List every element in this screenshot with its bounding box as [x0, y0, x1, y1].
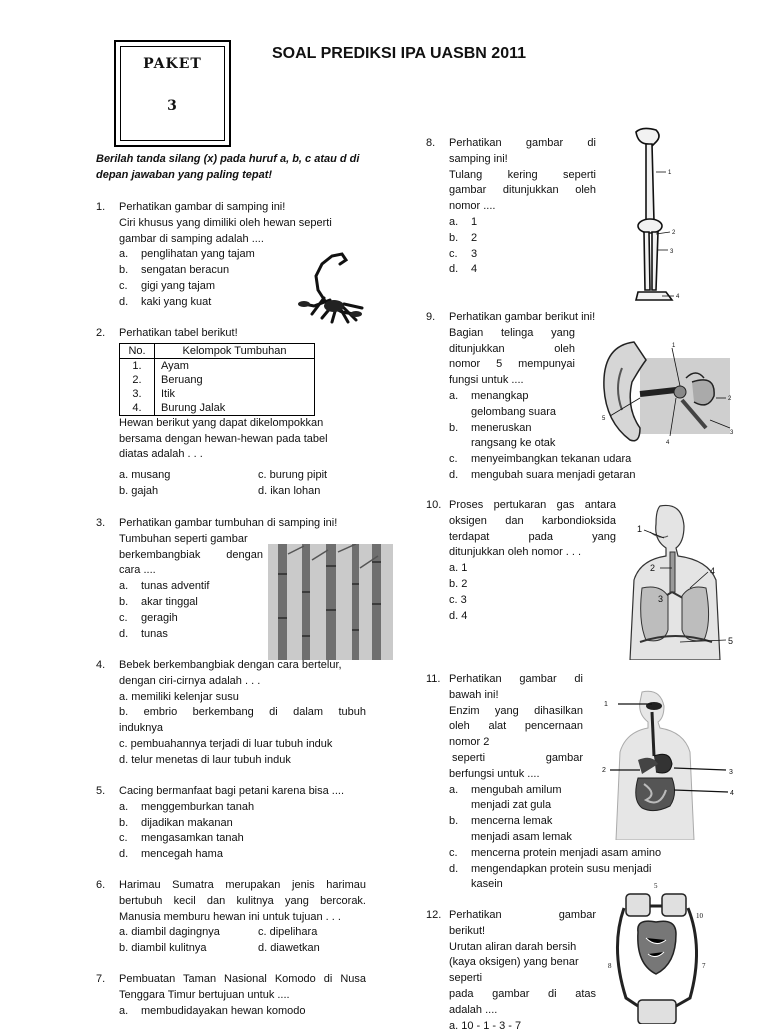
- leg-bone-image: [622, 126, 688, 304]
- table-cell: Itik: [155, 387, 315, 401]
- option-a[interactable]: a. penglihatan yang tajam: [119, 248, 255, 261]
- option-d[interactable]: d. mencegah hama: [119, 848, 223, 861]
- question-text: Perhatikan gambar tumbuhan di samping ini!: [119, 517, 338, 529]
- option-a[interactable]: a. mengubah amilum: [449, 783, 562, 796]
- option-d[interactable]: d. kaki yang kuat: [119, 295, 212, 308]
- option-a-cont: gelombang suara: [471, 405, 557, 418]
- question-10: [426, 498, 616, 624]
- question-7: [96, 972, 366, 1019]
- question-text: berkembangbiak dengan: [119, 548, 263, 561]
- question-number: 6.: [96, 879, 106, 891]
- option-b[interactable]: b. embrio berkembang di dalam tubuh: [119, 706, 366, 719]
- question-text: oksigen dan karbondioksida: [449, 514, 616, 527]
- fig-label: 5: [602, 416, 606, 422]
- fig-label: 2: [728, 396, 732, 402]
- option-c[interactable]: c. pembuahannya terjadi di luar tubuh induk: [119, 737, 333, 750]
- table-cell: Ayam: [155, 358, 315, 373]
- page-title: SOAL PREDIKSI IPA UASBN 2011: [272, 45, 526, 62]
- question-text: Ciri khusus yang dimiliki oleh hewan seperti: [119, 216, 332, 229]
- question-text: Perhatikan tabel berikut!: [119, 327, 238, 339]
- option-a[interactable]: a. 1: [449, 215, 478, 228]
- question-number: 2.: [96, 327, 106, 339]
- option-b-cont: induknya: [119, 722, 164, 735]
- option-a[interactable]: a. diambil dagingnya: [119, 926, 220, 938]
- question-text: Proses pertukaran gas antara: [449, 499, 616, 511]
- option-b-cont: rangsang ke otak: [471, 437, 556, 450]
- question-text: adalah ....: [449, 1003, 498, 1016]
- fig-label: 1: [672, 343, 676, 349]
- fig-label: 10: [696, 912, 703, 920]
- question-text: Bagian telinga yang: [449, 326, 575, 339]
- option-c[interactable]: c. burung pipit: [258, 469, 328, 481]
- paket-inner: [120, 46, 225, 141]
- option-a[interactable]: a. 1: [449, 562, 468, 575]
- fig-label: 4: [730, 790, 734, 797]
- question-text: (kaya oksigen) yang benar: [449, 956, 579, 969]
- fig-label: 3: [729, 769, 733, 776]
- question-text: bertubuh kecil dan kulitnya yang bercorak.: [119, 894, 366, 907]
- option-c[interactable]: c. 3: [449, 593, 467, 606]
- option-c[interactable]: c. mencerna protein menjadi asam amino: [449, 846, 662, 859]
- table-cell: 2.: [120, 373, 155, 387]
- question-number: 12.: [426, 909, 442, 921]
- question-text: gambar ditunjukkan oleh: [449, 184, 596, 197]
- question-text: samping ini!: [449, 152, 508, 165]
- table-cell: 4.: [120, 401, 155, 416]
- instruction: Berilah tanda silang (x) pada huruf a, b, c atau d di depan jawaban yang paling tepat!: [96, 153, 360, 181]
- paket-number: 3: [167, 98, 178, 114]
- option-c[interactable]: c. 3: [449, 247, 478, 260]
- fig-label: 2: [650, 563, 656, 573]
- question-5: [96, 784, 366, 863]
- option-d-cont: kasein: [471, 878, 503, 891]
- question-number: 7.: [96, 973, 106, 985]
- option-b[interactable]: b. diambil kulitnya: [119, 942, 207, 954]
- question-text: diatas adalah . . .: [119, 448, 203, 461]
- question-number: 11.: [426, 673, 441, 685]
- question-2: [96, 326, 366, 497]
- fig-label: 5: [654, 882, 658, 890]
- option-d[interactable]: d. 4: [449, 263, 478, 276]
- option-d[interactable]: d. 4: [449, 609, 468, 622]
- fig-label: 8: [608, 962, 612, 970]
- option-d[interactable]: d. mengendapkan protein susu menjadi: [449, 862, 652, 875]
- question-number: 8.: [426, 137, 436, 149]
- question-text: Pembuatan Taman Nasional Komodo di Nusa: [119, 973, 366, 985]
- question-text: Hewan berikut yang dapat dikelompokkan: [119, 416, 324, 429]
- question-text: oleh alat pencernaan: [449, 720, 583, 733]
- animal-table: [119, 343, 315, 416]
- question-text: nomor 5 mempunyai: [449, 358, 575, 371]
- bamboo-image: [268, 544, 393, 660]
- scorpion-image: [282, 234, 372, 324]
- question-number: 3.: [96, 517, 106, 529]
- question-text: terdapat pada yang: [449, 530, 616, 543]
- question-text: Bebek berkembangbiak dengan cara bertelur,: [119, 659, 342, 671]
- option-c[interactable]: c. gigi yang tajam: [119, 279, 215, 292]
- fig-label: 1: [668, 170, 672, 176]
- option-d[interactable]: d. mengubah suara menjadi getaran: [449, 468, 636, 481]
- question-4: [96, 658, 366, 769]
- question-text: nomor 2: [449, 736, 490, 749]
- question-text: Tumbuhan seperti gambar: [119, 532, 248, 545]
- option-d[interactable]: d. tunas: [119, 627, 168, 640]
- circulation-image: [606, 878, 716, 1024]
- fig-label: 3: [658, 594, 664, 604]
- fig-label: 2: [602, 767, 606, 774]
- ear-image: [596, 338, 736, 446]
- fig-label: 4: [666, 440, 670, 446]
- question-text: fungsi untuk ....: [449, 374, 524, 387]
- question-number: 9.: [426, 311, 436, 323]
- option-b-cont: menjadi asam lemak: [471, 830, 572, 843]
- fig-label: 4: [676, 294, 680, 300]
- fig-label: 4: [710, 566, 716, 576]
- option-b[interactable]: b. sengatan beracun: [119, 264, 230, 277]
- respiratory-image: [620, 502, 740, 660]
- question-text: Tulang kering seperti: [449, 168, 596, 181]
- option-a[interactable]: a. membudidayakan hewan komodo: [119, 1004, 306, 1017]
- question-text: ditunjukkan oleh: [449, 342, 575, 355]
- question-text: ditunjukkan oleh nomor . . .: [449, 546, 582, 559]
- question-text: Cacing bermanfaat bagi petani karena bisa ....: [119, 785, 345, 797]
- question-text: Harimau Sumatra merupakan jenis harimau: [119, 879, 366, 891]
- question-text: Tenggara Timur bertujuan untuk ....: [119, 988, 290, 1001]
- paket-box: [114, 40, 231, 147]
- option-a[interactable]: a. musang: [119, 469, 171, 481]
- option-b[interactable]: b. 2: [449, 231, 478, 244]
- question-text: Perhatikan gambar berikut ini!: [449, 311, 596, 323]
- option-c[interactable]: c. mengasamkan tanah: [119, 832, 244, 845]
- paket-label: PAKET: [143, 56, 202, 72]
- option-a-cont: menjadi zat gula: [471, 799, 552, 812]
- option-d[interactable]: d. diawetkan: [258, 942, 320, 954]
- table-header-no: No.: [120, 343, 155, 358]
- digestive-image: [598, 690, 738, 840]
- question-text: seperti gambar: [452, 751, 583, 764]
- option-c[interactable]: c. dipelihara: [258, 926, 318, 938]
- fig-label: 1: [637, 524, 643, 534]
- question-number: 5.: [96, 785, 106, 797]
- question-6: [96, 878, 366, 954]
- fig-label: 2: [672, 230, 676, 236]
- question-number: 10.: [426, 499, 442, 511]
- option-a[interactable]: a. 10 - 1 - 3 - 7: [449, 1019, 522, 1032]
- table-cell: Burung Jalak: [155, 401, 315, 416]
- option-b[interactable]: b. gajah: [119, 485, 159, 497]
- option-a[interactable]: a. tunas adventif: [119, 580, 210, 593]
- option-a[interactable]: a. menangkap: [449, 389, 529, 402]
- question-12: [426, 908, 596, 1034]
- question-text: Perhatikan gambar di: [449, 673, 583, 685]
- option-b[interactable]: b. dijadikan makanan: [119, 816, 233, 829]
- question-text: nomor ....: [449, 200, 496, 213]
- question-text: Perhatikan gambar di: [449, 137, 596, 149]
- option-a[interactable]: a. memiliki kelenjar susu: [119, 690, 239, 703]
- fig-label: 3: [670, 249, 674, 255]
- question-text: berfungsi untuk ....: [449, 767, 540, 780]
- question-text: pada gambar di atas: [449, 987, 596, 1000]
- question-text: bawah ini!: [449, 688, 499, 701]
- option-d[interactable]: d. ikan lohan: [258, 485, 321, 497]
- option-c[interactable]: c. menyeimbangkan tekanan udara: [449, 453, 632, 466]
- table-cell: 3.: [120, 387, 155, 401]
- question-text: gambar di samping adalah ....: [119, 232, 264, 245]
- option-d[interactable]: d. telur menetas di laur tubuh induk: [119, 753, 291, 766]
- question-text: seperti: [449, 972, 483, 985]
- question-text: dengan ciri-cirnya adalah . . .: [119, 674, 261, 687]
- question-text: Perhatikan gambar di samping ini!: [119, 201, 286, 213]
- option-b[interactable]: b. 2: [449, 577, 468, 590]
- question-text: berikut!: [449, 924, 486, 937]
- question-text: cara ....: [119, 564, 156, 577]
- question-text: bersama dengan hewan-hewan pada tabel: [119, 432, 328, 445]
- option-a[interactable]: a. menggemburkan tanah: [119, 800, 255, 813]
- option-b[interactable]: b. meneruskan: [449, 421, 532, 434]
- question-number: 1.: [96, 201, 106, 213]
- question-text: Enzim yang dihasilkan: [449, 704, 583, 717]
- question-text: Manusia memburu hewan ini untuk tujuan . . .: [119, 910, 341, 923]
- question-number: 4.: [96, 659, 106, 671]
- option-b[interactable]: b. akar tinggal: [119, 595, 198, 608]
- fig-label: 3: [730, 430, 734, 436]
- table-header-group: Kelompok Tumbuhan: [155, 343, 315, 358]
- fig-label: 5: [728, 636, 734, 646]
- question-text: Urutan aliran darah bersih: [449, 940, 577, 953]
- fig-label: 1: [604, 701, 608, 708]
- question-text: Perhatikan gambar: [449, 909, 596, 921]
- table-cell: 1.: [120, 358, 155, 373]
- option-b[interactable]: b. mencerna lemak: [449, 815, 553, 828]
- table-cell: Beruang: [155, 373, 315, 387]
- option-c[interactable]: c. geragih: [119, 611, 178, 624]
- question-8: [426, 136, 596, 278]
- fig-label: 7: [702, 962, 706, 970]
